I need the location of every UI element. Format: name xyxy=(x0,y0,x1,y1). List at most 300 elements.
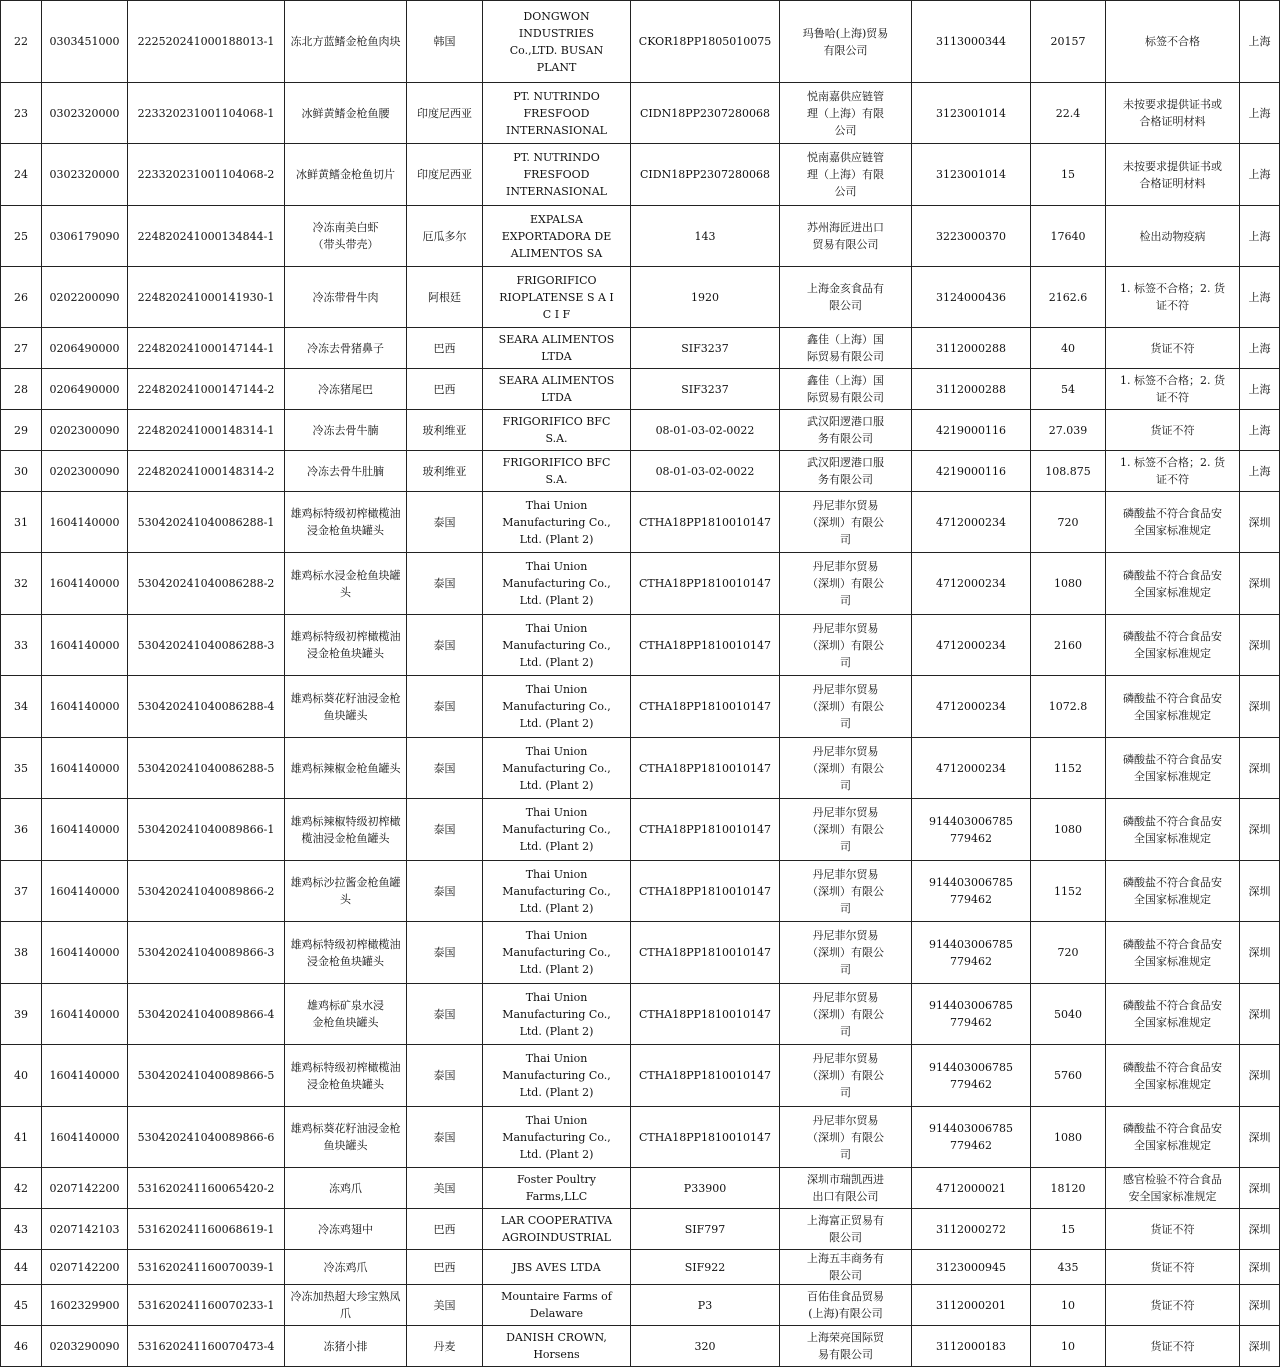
row-number-cell: 40 xyxy=(1,1045,42,1107)
product-name-cell: 冷冻猪尾巴 xyxy=(285,369,407,410)
product-name-cell: 冷冻去骨猪鼻子 xyxy=(285,328,407,369)
producer-name-cell: Thai Union Manufacturing Co., Ltd. (Plant 2) xyxy=(483,676,631,738)
origin-country-cell: 玻利维亚 xyxy=(407,451,483,492)
port-cell: 上海 xyxy=(1240,1,1280,83)
importer-name-cell: 丹尼菲尔贸易 （深圳）有限公 司 xyxy=(780,799,912,861)
row-number-cell: 34 xyxy=(1,676,42,738)
hs-code-cell: 1604140000 xyxy=(42,1045,128,1107)
port-cell: 深圳 xyxy=(1240,553,1280,615)
origin-country-cell: 泰国 xyxy=(407,799,483,861)
producer-name-cell: Thai Union Manufacturing Co., Ltd. (Plant 2) xyxy=(483,615,631,676)
rejection-reason-cell: 1. 标签不合格；2. 货 证不符 xyxy=(1106,451,1240,492)
port-cell: 深圳 xyxy=(1240,1250,1280,1285)
registration-number-cell: CTHA18PP1810010147 xyxy=(631,738,780,799)
table-row xyxy=(1,861,1280,922)
importer-name-cell: 深圳市瑞凯西进 出口有限公司 xyxy=(780,1168,912,1209)
port-cell: 上海 xyxy=(1240,410,1280,451)
product-name-cell: 雄鸡标葵花籽油浸金枪 鱼块罐头 xyxy=(285,1107,407,1168)
inspection-number-cell: 531620241160065420-2 xyxy=(128,1168,285,1209)
row-number-cell: 25 xyxy=(1,206,42,267)
quantity-cell: 22.4 xyxy=(1031,83,1106,144)
importer-name-cell: 丹尼菲尔贸易 （深圳）有限公 司 xyxy=(780,615,912,676)
registration-number-cell: CTHA18PP1810010147 xyxy=(631,799,780,861)
origin-country-cell: 泰国 xyxy=(407,1107,483,1168)
rejection-reason-cell: 货证不符 xyxy=(1106,410,1240,451)
origin-country-cell: 泰国 xyxy=(407,615,483,676)
quantity-cell: 1080 xyxy=(1031,1107,1106,1168)
origin-country-cell: 厄瓜多尔 xyxy=(407,206,483,267)
hs-code-cell: 1604140000 xyxy=(42,553,128,615)
hs-code-cell: 1604140000 xyxy=(42,922,128,984)
importer-name-cell: 丹尼菲尔贸易 （深圳）有限公 司 xyxy=(780,861,912,922)
importer-name-cell: 悦南嘉供应链管 理（上海）有限 公司 xyxy=(780,83,912,144)
importer-name-cell: 上海五丰商务有 限公司 xyxy=(780,1250,912,1285)
row-number-cell: 30 xyxy=(1,451,42,492)
product-name-cell: 雄鸡标沙拉酱金枪鱼罐 头 xyxy=(285,861,407,922)
quantity-cell: 1152 xyxy=(1031,861,1106,922)
row-number-cell: 22 xyxy=(1,1,42,83)
registration-number-cell: 08-01-03-02-0022 xyxy=(631,451,780,492)
table-row xyxy=(1,1326,1280,1367)
port-cell: 上海 xyxy=(1240,267,1280,328)
table-row xyxy=(1,451,1280,492)
registration-number-cell: SIF3237 xyxy=(631,369,780,410)
port-cell: 深圳 xyxy=(1240,1209,1280,1250)
table-row xyxy=(1,676,1280,738)
registration-number-cell: CKOR18PP1805010075 xyxy=(631,1,780,83)
hs-code-cell: 1604140000 xyxy=(42,984,128,1045)
table-row xyxy=(1,1,1280,83)
hs-code-cell: 1602329900 xyxy=(42,1285,128,1326)
origin-country-cell: 泰国 xyxy=(407,676,483,738)
hs-code-cell: 1604140000 xyxy=(42,799,128,861)
registration-number-cell: P33900 xyxy=(631,1168,780,1209)
quantity-cell: 18120 xyxy=(1031,1168,1106,1209)
inspection-number-cell: 224820241000148314-1 xyxy=(128,410,285,451)
row-number-cell: 26 xyxy=(1,267,42,328)
row-number-cell: 23 xyxy=(1,83,42,144)
inspection-number-cell: 530420241040089866-1 xyxy=(128,799,285,861)
inspection-number-cell: 530420241040086288-3 xyxy=(128,615,285,676)
origin-country-cell: 泰国 xyxy=(407,738,483,799)
inspection-number-cell: 530420241040086288-4 xyxy=(128,676,285,738)
importer-code-cell: 3112000288 xyxy=(912,369,1031,410)
product-name-cell: 冷冻去骨牛肚腩 xyxy=(285,451,407,492)
inspection-number-cell: 530420241040089866-3 xyxy=(128,922,285,984)
hs-code-cell: 0206490000 xyxy=(42,328,128,369)
table-row xyxy=(1,1209,1280,1250)
port-cell: 深圳 xyxy=(1240,1107,1280,1168)
inspection-number-cell: 530420241040089866-4 xyxy=(128,984,285,1045)
table-row xyxy=(1,410,1280,451)
producer-name-cell: JBS AVES LTDA xyxy=(483,1250,631,1285)
origin-country-cell: 玻利维亚 xyxy=(407,410,483,451)
product-name-cell: 雄鸡标特级初榨橄榄油 浸金枪鱼块罐头 xyxy=(285,1045,407,1107)
product-name-cell: 冰鲜黄鳍金枪鱼切片 xyxy=(285,144,407,206)
rejection-reason-cell: 磷酸盐不符合食品安 全国家标准规定 xyxy=(1106,922,1240,984)
registration-number-cell: CTHA18PP1810010147 xyxy=(631,615,780,676)
importer-code-cell: 3223000370 xyxy=(912,206,1031,267)
port-cell: 深圳 xyxy=(1240,676,1280,738)
inspection-number-cell: 530420241040089866-2 xyxy=(128,861,285,922)
registration-number-cell: CTHA18PP1810010147 xyxy=(631,1107,780,1168)
producer-name-cell: Thai Union Manufacturing Co., Ltd. (Plant 2) xyxy=(483,1045,631,1107)
product-name-cell: 冻猪小排 xyxy=(285,1326,407,1367)
producer-name-cell: Thai Union Manufacturing Co., Ltd. (Plant 2) xyxy=(483,922,631,984)
hs-code-cell: 1604140000 xyxy=(42,492,128,553)
origin-country-cell: 美国 xyxy=(407,1168,483,1209)
registration-number-cell: 320 xyxy=(631,1326,780,1367)
quantity-cell: 2160 xyxy=(1031,615,1106,676)
product-name-cell: 雄鸡标矿泉水浸 金枪鱼块罐头 xyxy=(285,984,407,1045)
hs-code-cell: 0202300090 xyxy=(42,451,128,492)
table-row xyxy=(1,553,1280,615)
row-number-cell: 35 xyxy=(1,738,42,799)
port-cell: 深圳 xyxy=(1240,492,1280,553)
product-name-cell: 雄鸡标水浸金枪鱼块罐 头 xyxy=(285,553,407,615)
producer-name-cell: Thai Union Manufacturing Co., Ltd. (Plant 2) xyxy=(483,553,631,615)
rejection-reason-cell: 磷酸盐不符合食品安 全国家标准规定 xyxy=(1106,553,1240,615)
row-number-cell: 46 xyxy=(1,1326,42,1367)
origin-country-cell: 巴西 xyxy=(407,1209,483,1250)
row-number-cell: 43 xyxy=(1,1209,42,1250)
importer-name-cell: 丹尼菲尔贸易 （深圳）有限公 司 xyxy=(780,676,912,738)
hs-code-cell: 0302320000 xyxy=(42,83,128,144)
hs-code-cell: 0202200090 xyxy=(42,267,128,328)
importer-name-cell: 丹尼菲尔贸易 （深圳）有限公 司 xyxy=(780,738,912,799)
row-number-cell: 44 xyxy=(1,1250,42,1285)
inspection-number-cell: 530420241040086288-1 xyxy=(128,492,285,553)
row-number-cell: 37 xyxy=(1,861,42,922)
origin-country-cell: 泰国 xyxy=(407,1045,483,1107)
product-name-cell: 雄鸡标辣椒金枪鱼罐头 xyxy=(285,738,407,799)
inspection-number-cell: 224820241000147144-2 xyxy=(128,369,285,410)
table-row xyxy=(1,267,1280,328)
importer-code-cell: 3124000436 xyxy=(912,267,1031,328)
hs-code-cell: 0306179090 xyxy=(42,206,128,267)
row-number-cell: 45 xyxy=(1,1285,42,1326)
importer-code-cell: 914403006785 779462 xyxy=(912,1045,1031,1107)
registration-number-cell: SIF3237 xyxy=(631,328,780,369)
quantity-cell: 15 xyxy=(1031,1209,1106,1250)
registration-number-cell: 143 xyxy=(631,206,780,267)
registration-number-cell: CTHA18PP1810010147 xyxy=(631,553,780,615)
registration-number-cell: CTHA18PP1810010147 xyxy=(631,861,780,922)
rejection-reason-cell: 磷酸盐不符合食品安 全国家标准规定 xyxy=(1106,1045,1240,1107)
importer-code-cell: 4712000234 xyxy=(912,492,1031,553)
inspection-number-cell: 530420241040089866-5 xyxy=(128,1045,285,1107)
importer-name-cell: 玛鲁哈(上海)贸易 有限公司 xyxy=(780,1,912,83)
importer-name-cell: 上海富正贸易有 限公司 xyxy=(780,1209,912,1250)
port-cell: 深圳 xyxy=(1240,738,1280,799)
origin-country-cell: 美国 xyxy=(407,1285,483,1326)
quantity-cell: 1072.8 xyxy=(1031,676,1106,738)
importer-code-cell: 3112000183 xyxy=(912,1326,1031,1367)
row-number-cell: 36 xyxy=(1,799,42,861)
table-row xyxy=(1,615,1280,676)
product-name-cell: 雄鸡标特级初榨橄榄油 浸金枪鱼块罐头 xyxy=(285,615,407,676)
importer-name-cell: 丹尼菲尔贸易 （深圳）有限公 司 xyxy=(780,553,912,615)
port-cell: 上海 xyxy=(1240,369,1280,410)
registration-number-cell: CTHA18PP1810010147 xyxy=(631,676,780,738)
origin-country-cell: 韩国 xyxy=(407,1,483,83)
quantity-cell: 15 xyxy=(1031,144,1106,206)
importer-name-cell: 丹尼菲尔贸易 （深圳）有限公 司 xyxy=(780,492,912,553)
producer-name-cell: Thai Union Manufacturing Co., Ltd. (Plant 2) xyxy=(483,492,631,553)
inspection-number-cell: 223320231001104068-2 xyxy=(128,144,285,206)
port-cell: 深圳 xyxy=(1240,922,1280,984)
product-name-cell: 冷冻带骨牛肉 xyxy=(285,267,407,328)
hs-code-cell: 1604140000 xyxy=(42,1107,128,1168)
product-name-cell: 冷冻鸡爪 xyxy=(285,1250,407,1285)
hs-code-cell: 0206490000 xyxy=(42,369,128,410)
product-name-cell: 冰鲜黄鳍金枪鱼腰 xyxy=(285,83,407,144)
table-row xyxy=(1,492,1280,553)
port-cell: 深圳 xyxy=(1240,984,1280,1045)
inspection-number-cell: 530420241040089866-6 xyxy=(128,1107,285,1168)
inspection-number-cell: 224820241000134844-1 xyxy=(128,206,285,267)
registration-number-cell: SIF922 xyxy=(631,1250,780,1285)
producer-name-cell: Foster Poultry Farms,LLC xyxy=(483,1168,631,1209)
port-cell: 上海 xyxy=(1240,451,1280,492)
port-cell: 深圳 xyxy=(1240,799,1280,861)
product-name-cell: 冻北方蓝鳍金枪鱼肉块 xyxy=(285,1,407,83)
origin-country-cell: 丹麦 xyxy=(407,1326,483,1367)
producer-name-cell: FRIGORIFICO RIOPLATENSE S A I C I F xyxy=(483,267,631,328)
rejection-reason-cell: 磷酸盐不符合食品安 全国家标准规定 xyxy=(1106,861,1240,922)
importer-name-cell: 丹尼菲尔贸易 （深圳）有限公 司 xyxy=(780,984,912,1045)
rejection-reason-cell: 1. 标签不合格；2. 货 证不符 xyxy=(1106,267,1240,328)
table-row xyxy=(1,328,1280,369)
importer-name-cell: 丹尼菲尔贸易 （深圳）有限公 司 xyxy=(780,922,912,984)
quantity-cell: 20157 xyxy=(1031,1,1106,83)
rejection-reason-cell: 未按要求提供证书或 合格证明材料 xyxy=(1106,144,1240,206)
quantity-cell: 720 xyxy=(1031,922,1106,984)
rejection-reason-cell: 1. 标签不合格；2. 货 证不符 xyxy=(1106,369,1240,410)
registration-number-cell: CIDN18PP2307280068 xyxy=(631,144,780,206)
hs-code-cell: 0207142103 xyxy=(42,1209,128,1250)
producer-name-cell: EXPALSA EXPORTADORA DE ALIMENTOS SA xyxy=(483,206,631,267)
importer-code-cell: 3113000344 xyxy=(912,1,1031,83)
quantity-cell: 1152 xyxy=(1031,738,1106,799)
port-cell: 深圳 xyxy=(1240,1045,1280,1107)
importer-code-cell: 3112000201 xyxy=(912,1285,1031,1326)
inspection-number-cell: 530420241040086288-5 xyxy=(128,738,285,799)
importer-name-cell: 百佑佳食品贸易 (上海)有限公司 xyxy=(780,1285,912,1326)
quantity-cell: 10 xyxy=(1031,1326,1106,1367)
inspection-number-cell: 224820241000148314-2 xyxy=(128,451,285,492)
origin-country-cell: 泰国 xyxy=(407,861,483,922)
importer-code-cell: 3123000945 xyxy=(912,1250,1031,1285)
inspection-number-cell: 222520241000188013-1 xyxy=(128,1,285,83)
producer-name-cell: SEARA ALIMENTOS LTDA xyxy=(483,328,631,369)
inspection-number-cell: 530420241040086288-2 xyxy=(128,553,285,615)
hs-code-cell: 0303451000 xyxy=(42,1,128,83)
rejection-reason-cell: 感官检验不符合食品 安全国家标准规定 xyxy=(1106,1168,1240,1209)
rejection-reason-cell: 货证不符 xyxy=(1106,1285,1240,1326)
registration-number-cell: CTHA18PP1810010147 xyxy=(631,984,780,1045)
row-number-cell: 38 xyxy=(1,922,42,984)
table-row xyxy=(1,1285,1280,1326)
table-row xyxy=(1,922,1280,984)
importer-code-cell: 914403006785 779462 xyxy=(912,799,1031,861)
product-name-cell: 冷冻南美白虾 （带头带壳） xyxy=(285,206,407,267)
row-number-cell: 33 xyxy=(1,615,42,676)
rejection-reason-cell: 磷酸盐不符合食品安 全国家标准规定 xyxy=(1106,615,1240,676)
product-name-cell: 冷冻鸡翅中 xyxy=(285,1209,407,1250)
rejection-reason-cell: 磷酸盐不符合食品安 全国家标准规定 xyxy=(1106,799,1240,861)
quantity-cell: 40 xyxy=(1031,328,1106,369)
quantity-cell: 2162.6 xyxy=(1031,267,1106,328)
importer-code-cell: 3112000272 xyxy=(912,1209,1031,1250)
hs-code-cell: 0207142200 xyxy=(42,1168,128,1209)
hs-code-cell: 0302320000 xyxy=(42,144,128,206)
importer-code-cell: 4712000021 xyxy=(912,1168,1031,1209)
registration-number-cell: 1920 xyxy=(631,267,780,328)
origin-country-cell: 巴西 xyxy=(407,1250,483,1285)
table-row xyxy=(1,799,1280,861)
origin-country-cell: 巴西 xyxy=(407,328,483,369)
product-name-cell: 冻鸡爪 xyxy=(285,1168,407,1209)
producer-name-cell: DANISH CROWN, Horsens xyxy=(483,1326,631,1367)
product-name-cell: 雄鸡标特级初榨橄榄油 浸金枪鱼块罐头 xyxy=(285,922,407,984)
product-name-cell: 雄鸡标辣椒特级初榨橄 榄油浸金枪鱼罐头 xyxy=(285,799,407,861)
table-row xyxy=(1,984,1280,1045)
product-name-cell: 冷冻去骨牛腩 xyxy=(285,410,407,451)
origin-country-cell: 泰国 xyxy=(407,553,483,615)
hs-code-cell: 1604140000 xyxy=(42,861,128,922)
product-name-cell: 雄鸡标葵花籽油浸金枪 鱼块罐头 xyxy=(285,676,407,738)
quantity-cell: 108.875 xyxy=(1031,451,1106,492)
inspection-number-cell: 531620241160068619-1 xyxy=(128,1209,285,1250)
port-cell: 上海 xyxy=(1240,328,1280,369)
importer-name-cell: 鑫佳（上海）国 际贸易有限公司 xyxy=(780,369,912,410)
origin-country-cell: 泰国 xyxy=(407,984,483,1045)
row-number-cell: 28 xyxy=(1,369,42,410)
table-row xyxy=(1,1250,1280,1285)
importer-code-cell: 4712000234 xyxy=(912,553,1031,615)
table-row xyxy=(1,206,1280,267)
table-row xyxy=(1,369,1280,410)
row-number-cell: 31 xyxy=(1,492,42,553)
importer-name-cell: 丹尼菲尔贸易 （深圳）有限公 司 xyxy=(780,1107,912,1168)
origin-country-cell: 泰国 xyxy=(407,492,483,553)
importer-code-cell: 4712000234 xyxy=(912,738,1031,799)
inspection-number-cell: 224820241000141930-1 xyxy=(128,267,285,328)
table-row xyxy=(1,144,1280,206)
producer-name-cell: Thai Union Manufacturing Co., Ltd. (Plant 2) xyxy=(483,861,631,922)
quantity-cell: 435 xyxy=(1031,1250,1106,1285)
hs-code-cell: 0202300090 xyxy=(42,410,128,451)
producer-name-cell: Thai Union Manufacturing Co., Ltd. (Plant 2) xyxy=(483,984,631,1045)
table-row xyxy=(1,83,1280,144)
importer-code-cell: 4712000234 xyxy=(912,676,1031,738)
quantity-cell: 1080 xyxy=(1031,799,1106,861)
origin-country-cell: 泰国 xyxy=(407,922,483,984)
rejection-reason-cell: 磷酸盐不符合食品安 全国家标准规定 xyxy=(1106,738,1240,799)
row-number-cell: 41 xyxy=(1,1107,42,1168)
importer-name-cell: 武汉阳逻港口服 务有限公司 xyxy=(780,410,912,451)
table-row xyxy=(1,1168,1280,1209)
rejection-reason-cell: 磷酸盐不符合食品安 全国家标准规定 xyxy=(1106,1107,1240,1168)
registration-number-cell: P3 xyxy=(631,1285,780,1326)
producer-name-cell: PT. NUTRINDO FRESFOOD INTERNASIONAL xyxy=(483,83,631,144)
row-number-cell: 32 xyxy=(1,553,42,615)
table-row xyxy=(1,738,1280,799)
registration-number-cell: CTHA18PP1810010147 xyxy=(631,1045,780,1107)
registration-number-cell: CTHA18PP1810010147 xyxy=(631,922,780,984)
importer-name-cell: 上海荣亮国际贸 易有限公司 xyxy=(780,1326,912,1367)
quantity-cell: 5040 xyxy=(1031,984,1106,1045)
origin-country-cell: 印度尼西亚 xyxy=(407,83,483,144)
rejection-reason-cell: 货证不符 xyxy=(1106,1326,1240,1367)
port-cell: 上海 xyxy=(1240,144,1280,206)
registration-number-cell: CIDN18PP2307280068 xyxy=(631,83,780,144)
importer-code-cell: 914403006785 779462 xyxy=(912,922,1031,984)
producer-name-cell: FRIGORIFICO BFC S.A. xyxy=(483,410,631,451)
importer-code-cell: 914403006785 779462 xyxy=(912,861,1031,922)
quantity-cell: 720 xyxy=(1031,492,1106,553)
rejection-reason-cell: 检出动物疫病 xyxy=(1106,206,1240,267)
rejection-reason-cell: 未按要求提供证书或 合格证明材料 xyxy=(1106,83,1240,144)
port-cell: 深圳 xyxy=(1240,1326,1280,1367)
registration-number-cell: SIF797 xyxy=(631,1209,780,1250)
rejection-reason-cell: 货证不符 xyxy=(1106,1209,1240,1250)
rejection-reason-cell: 磷酸盐不符合食品安 全国家标准规定 xyxy=(1106,984,1240,1045)
product-name-cell: 冷冻加热超大珍宝熟凤 爪 xyxy=(285,1285,407,1326)
inspection-number-cell: 531620241160070473-4 xyxy=(128,1326,285,1367)
row-number-cell: 42 xyxy=(1,1168,42,1209)
row-number-cell: 24 xyxy=(1,144,42,206)
port-cell: 深圳 xyxy=(1240,615,1280,676)
inspection-number-cell: 224820241000147144-1 xyxy=(128,328,285,369)
port-cell: 深圳 xyxy=(1240,1168,1280,1209)
table-row xyxy=(1,1045,1280,1107)
importer-name-cell: 鑫佳（上海）国 际贸易有限公司 xyxy=(780,328,912,369)
quantity-cell: 10 xyxy=(1031,1285,1106,1326)
quantity-cell: 17640 xyxy=(1031,206,1106,267)
importer-code-cell: 914403006785 779462 xyxy=(912,984,1031,1045)
rejection-reason-cell: 货证不符 xyxy=(1106,328,1240,369)
registration-number-cell: CTHA18PP1810010147 xyxy=(631,492,780,553)
producer-name-cell: Thai Union Manufacturing Co., Ltd. (Plant 2) xyxy=(483,738,631,799)
origin-country-cell: 阿根廷 xyxy=(407,267,483,328)
producer-name-cell: Mountaire Farms of Delaware xyxy=(483,1285,631,1326)
quantity-cell: 27.039 xyxy=(1031,410,1106,451)
quantity-cell: 54 xyxy=(1031,369,1106,410)
importer-name-cell: 悦南嘉供应链管 理（上海）有限 公司 xyxy=(780,144,912,206)
port-cell: 深圳 xyxy=(1240,861,1280,922)
origin-country-cell: 巴西 xyxy=(407,369,483,410)
importer-code-cell: 3112000288 xyxy=(912,328,1031,369)
origin-country-cell: 印度尼西亚 xyxy=(407,144,483,206)
producer-name-cell: DONGWON INDUSTRIES Co.,LTD. BUSAN PLANT xyxy=(483,1,631,83)
port-cell: 深圳 xyxy=(1240,1285,1280,1326)
registration-number-cell: 08-01-03-02-0022 xyxy=(631,410,780,451)
port-cell: 上海 xyxy=(1240,83,1280,144)
port-cell: 上海 xyxy=(1240,206,1280,267)
importer-code-cell: 4219000116 xyxy=(912,451,1031,492)
producer-name-cell: LAR COOPERATIVA AGROINDUSTRIAL xyxy=(483,1209,631,1250)
hs-code-cell: 0207142200 xyxy=(42,1250,128,1285)
row-number-cell: 27 xyxy=(1,328,42,369)
importer-code-cell: 4219000116 xyxy=(912,410,1031,451)
inspection-number-cell: 223320231001104068-1 xyxy=(128,83,285,144)
importer-code-cell: 3123001014 xyxy=(912,83,1031,144)
importer-code-cell: 3123001014 xyxy=(912,144,1031,206)
quantity-cell: 1080 xyxy=(1031,553,1106,615)
hs-code-cell: 1604140000 xyxy=(42,738,128,799)
